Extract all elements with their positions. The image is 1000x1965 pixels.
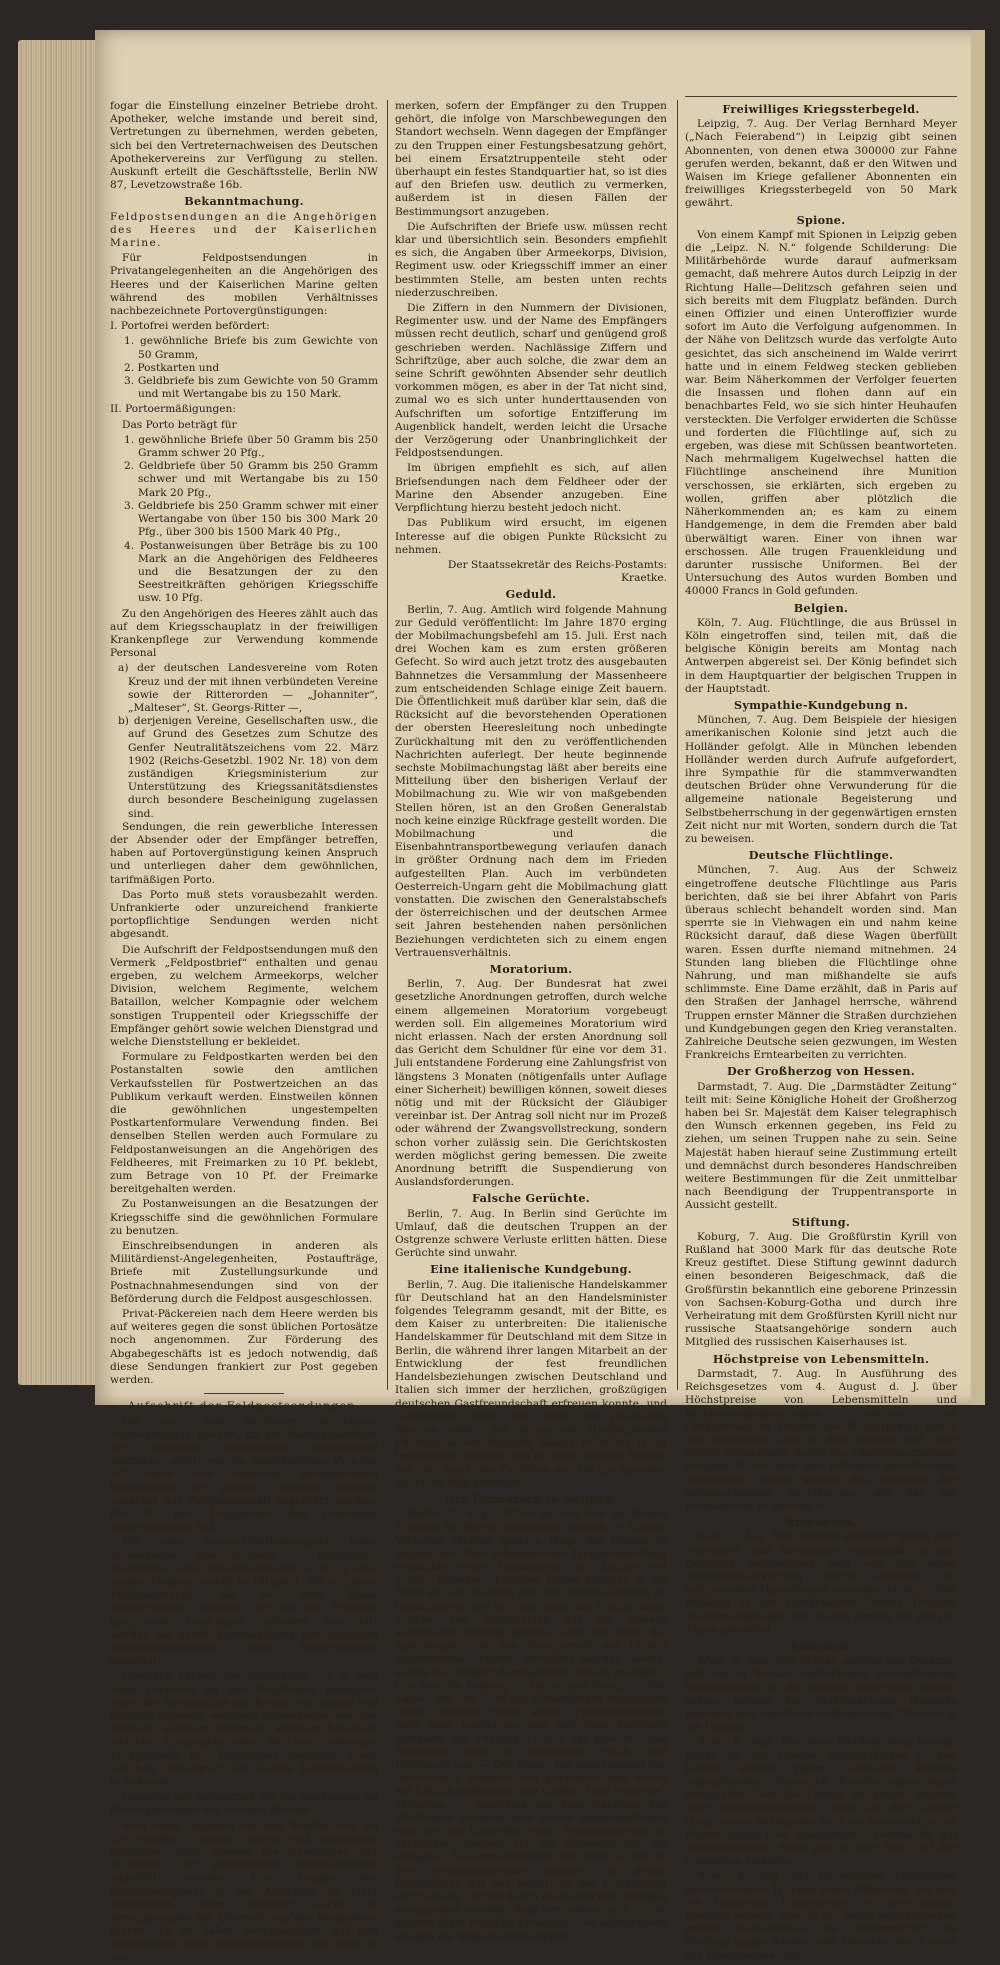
article-heading: Spione.: [796, 212, 846, 227]
article-text: Von einem Kampf mit Spionen in Leipzig geben die „Leipz. N. N.“ folgende Schilderung: Die Militärbehörde wurde darauf aufmerksam gemacht, daß mehrere Autos durch Leipzig in der Richtung Halle—Delitzsch gefahren seien und sich bereits mit dem Flugplatz befänden. Durch einen Offizier und einen Unteroffizier wurde sofort im Auto die Verfolgung aufgenommen. In der Nähe von Delitzsch wurde das verfolgte Auto gesichtet, das sich anscheinend im Walde verirrt hatte und in einem Feldweg stecken geblieben war. Beim Näherkommen der Verfolger feuerten die Insassen und flohen dann auf ein benachbartes Feld, wo sie sich hinter Heuhaufen versteckten. Die Verfolger erwiderten die Schüsse und forderten die Flüchtlinge auf, sich zu ergeben, was diese mit Schüssen beantworteten. Nach mehrmaligem Kugelwechsel hatten die Flüchtlinge anscheinend ihre Munition verschossen, sie erklärten, sich ergeben zu wollen, griffen aber plötzlich die Näherkommenden an; es kam zu einem Handgemenge, in dem die Fremden aber bald überwältigt waren. Einer von ihnen war erschossen. Alle trugen Frauenkleidung und darunter russische Uniformen. Bei der Untersuchung des Autos wurden Bomben und 40000 Francs in Gold gefunden.: [685, 228, 957, 598]
column-1: [110, 100, 378, 1964]
article-text: Berlin, 7. Aug. Die italienische Handelskammer für Deutschland hat an den Handelsminister folgendes Telegramm gesandt, mit der Bitte, es dem Kaiser zu unterbreiten: Die italienische Handelskammer für Deutschland mit dem Sitze in Berlin, die während ihrer langen Mitarbeit an der Entwicklung der fest freundlichen Handelsbeziehungen zwischen Deutschland und Italien sich immer der herzlichen, großzügigen deutschen Gastfreundschaft erfreuen konnte, und Gelegenheit hatte, die Größe des Deutschen Reiches unter der erlauchten friedliebenden Führung seiner Majestät Kaiser Wilhelms II. zu bewundern, schließt sich in dieser ernsten Stunde voll und ganz den Gefühlen an, die das gesamte deutsche Volk beseelen.: [395, 1278, 667, 1489]
article-subheading: Aufschrift der Feldpostsendungen.: [127, 1400, 361, 1413]
list-item: 4. Postanweisungen über Beträge bis zu 100 Mark an die Angehörigen des Feldheeres und die Besatzungen der zu den Seestreitkräften gehörigen Kriegsschiffe usw. 10 Pfg.: [124, 539, 378, 605]
article-text: Formulare zu Feldpostkarten werden bei den Postanstalten sowie den amtlichen Verkaufsstellen für Postwertzeichen an das Publikum verkauft werden. Einstweilen können die gewöhnlichen ungestempelten Postkartenformulare Verwendung finden. Bei denselben Stellen werden auch Formulare zu Feldpostanweisungen an die Angehörigen des Feldheeres, mit Freimarken zu 10 Pf. beklebt, zum Betrage von 10 Pf. der Freimarke bereitgehalten werden.: [110, 1051, 378, 1196]
article-heading: Geduld.: [505, 587, 557, 602]
list-heading: I. Portofrei werden befördert:: [110, 320, 270, 333]
list-item: 3. Geldbriefe bis zum Gewichte von 50 Gramm und mit Wertangabe bis zu 150 Mark.: [124, 375, 378, 401]
section-divider: [204, 1393, 284, 1394]
article-text: Einschreibsendungen in anderen als Militärdienst-Angelegenheiten, Postaufträge, Briefe mit Zustellungsurkunde und Postnachnahmesendungen sind von der Beförderung durch die Feldpost ausgeschlossen.: [110, 1240, 378, 1305]
article-text: Zu den Angehörigen des Heeres zählt auch das auf dem Kriegsschauplatz in der freiwilligen Krankenpflege zur Verwendung kommende Personal: [110, 607, 378, 660]
article-text: Berlin, 7. Aug. Der Bundesrat hat zwei gesetzliche Anordnungen getroffen, durch welche einem allgemeinen Moratorium vorgebeugt werden soll. Ein allgemeines Moratorium wird nicht erlassen. Nach der ersten Anordnung soll das Gericht dem Schuldner für eine vor dem 31. Juli entstandene Forderung eine Zahlungsfrist von längstens 3 Monaten (nötigenfalls unter Auflage einer Sicherheit) bewilligen können, soweit dieses nötig und mit der Rücksicht der Gläubiger vereinbar ist. Der Antrag soll nicht nur im Prozeß oder während der Zwangsvollstreckung, sondern schon vorher zulässig sein. Die Gerichtskosten werden möglichst gering bemessen. Die zweite Anordnung betrifft die Suspendierung von Auslandsforderungen.: [395, 978, 667, 1189]
article-text: Die Aufschrift der Feldpostsendungen muß den Vermerk „Feldpostbrief“ enthalten und genau ergeben, zu welchem Armeekorps, welcher Division, welchem Regimente, welchem Bataillon, welcher Kompagnie oder welchem sonstigen Truppenteil oder Kriegsschiffe der Empfänger gehört sowie welchen Dienstgrad und welche Dienststellung er bekleidet.: [110, 943, 378, 1049]
article-text: Sendungen, die rein gewerbliche Interessen der Absender oder der Empfänger betreffen, haben auf Portovergünstigung keinen Anspruch und unterliegen daher dem gewöhnlichen, tarifmäßigen Porto.: [110, 820, 378, 886]
article-text: Das Porto muß stets vorausbezahlt werden. Unfrankierte oder unzureichend frankierte portopflichtige Sendungen werden nicht abgesandt.: [110, 888, 378, 941]
column-divider: [387, 100, 388, 1390]
portoermaessigung-list: [110, 434, 378, 606]
article-text: Dasselbe gilt sinngemäß für die Sendungen an die Angehörigen der mobilen Marine.: [110, 1791, 378, 1817]
list-item: 3. Geldbriefe bis 250 Gramm schwer mit einer Wertangabe von über 150 bis 300 Mark 20 Pfg., über 300 bis 1500 Mark 40 Pfg.,: [124, 499, 378, 539]
article-heading: Stiftung.: [791, 1214, 851, 1229]
article-heading: Bekanntmachung.: [184, 194, 304, 209]
article-text: Die nach dem Feldheere gerichteten Postsendungen können, da die Marschquartiere der einzelnen Truppenteile fortwährend wechseln, nicht, wie im gewöhnlichen Verkehr, auf einen vom Absender anzugebenden bestimmten Ort geleitet, sondern müssen zunächst der Feldpostanstalt zugeführt werden, die für den Truppenteil des Postdienst wahrzunehmen hat.: [110, 1415, 378, 1534]
article-text: Mit jedes Armee-Oberkommando, jedes Armeekorps, jede Division — Infanterie-, Kavallerie- oder Reserve-Division — ist je eine mobile Feldpostanstalt in Tätigkeit. Bis zu dieser Feldpostanstalt, die bei dem Stabe mitmarschiert, werden die an die Truppen gerichteten Sendungen befördert; von dort werden sie durch Kommandierte der einzelnen Truppenabteilungen oder Detachements abgeholt.: [110, 1536, 378, 1668]
list-intro: Das Porto beträgt für: [122, 418, 237, 431]
article-text: Berlin, 7. Aug. In Berlin sind Gerüchte im Umlauf, daß die deutschen Truppen an der Ostgrenze schwere Verluste erlitten hätten. Diese Gerüchte sind unwahr.: [395, 1207, 667, 1260]
article-text: Wien, 7. Aug. Die Blätter melden aus Durazzo, daß die in Skutari befindlichen internationalen Detachements in die Heimat abberufen werden sollen. Infolge der Mobilmachung Hollands begaben sich sämtliche holländischen Offiziere in die Heimat.: [685, 1655, 957, 1734]
article-heading: Höchstpreise von Lebensmitteln.: [712, 1351, 930, 1366]
article-text: Hiernach können die Sendungen nur in dem Falle pünktlich an den Empfänger gelangen, wenn die Aufschriften der Briefe usw. richtig und deutlich ergeben: welchem Armeekorps, welcher Division, welchem Regiment, welchem Bataillon, welcher Kompagnie oder welchem sonstigen Truppenteile der Empfänger angehört sowie welchen Dienstgrad und welche Dienststellung er bekleidet.: [110, 1670, 378, 1788]
article-text: Berlin, 7. Aug. Amtlich wird folgende Mahnung zur Geduld veröffentlicht: Im Jahre 1870 erging der Mobilmachungsbefehl am 15. Juli. Erst nach drei Wochen kam es zum ersten größeren Gefecht. So wird auch jetzt trotz des ausgebauten Bahnnetzes die Versammlung der Massenheere zum entscheidenden Schlage einige Zeit bauern. Die Öffentlichkeit muß darüber klar sein, daß die Rücksicht auf die bevorstehenden Operationen der obersten Heeresleitung noch unbedingte Zurückhaltung mit den zu veröffentlichenden Nachrichten auferlegt. Der heute beginnende sechste Mobilmachungstag läßt aber bereits eine Mitteilung über den bisherigen Verlauf der Mobilmachung zu. Wie wir von maßgebenden Stellen hören, ist an den Großen Generalstab noch keine einzige Rückfrage gestellt worden. Die Mobilmachung und die Eisenbahntransportbewegung verlaufen danach in größter Ordnung nach dem im Frieden aufgestellten Plan. Auch im verbündeten Oesterreich-Ungarn geht die Mobilmachung glatt vonstatten. Die zwischen den Generalstabschefs der österreichischen und der deutschen Armee seit Jahren bestehenden nahen persönlichen Beziehungen verdichteten sich zu einem engen Vertrauensverhältnis.: [395, 603, 667, 959]
newspaper-page: [95, 30, 985, 1964]
article-subheading: Feldpostsendungen an die Angehörigen des Heeres und der Kaiserlichen Marine.: [110, 210, 378, 250]
list-item: 2. Postkarten und: [124, 361, 220, 374]
top-rule: [685, 96, 957, 97]
list-item: b) derjenigen Vereine, Gesellschaften usw., die auf Grund des Gesetzes zum Schutze des Genfer Neutralitätszeichens vom 22. März 1902 (Reichs-Gesetzbl. 1902 Nr. 18) von dem zuständigen Kriegsministerium zur Unterstützung des Kriegssanitätsdienstes durch besondere Bescheinigung zugelassen sind.: [118, 715, 378, 820]
article-text: merken, sofern der Empfänger zu den Truppen gehört, die infolge von Marschbewegungen den Standort wechseln. Wenn dagegen der Empfänger zu den Truppen einer Festungsbesatzung gehört, bei einem Ersatztruppenteile steht oder überhaupt ein festes Standquartier hat, so ist dies auf den Briefen usw. deutlich zu vermerken, außerdem ist in diesen Fällen der Bestimmungsort anzugeben.: [395, 100, 667, 218]
article-heading: Moratorium.: [489, 962, 573, 976]
article-text: Im übrigen empfiehlt es sich, auf allen Briefsendungen nach dem Feldheer oder der Marine den Absender anzugeben. Eine Verpflichtung hierzu besteht jedoch nicht.: [395, 462, 667, 515]
article-text: Darmstadt, 7. Aug. Die „Darmstädter Zeitung“ teilt mit: Seine Königliche Hoheit der Großherzog haben bei Sr. Majestät dem Kaiser telegraphisch den Wunsch erkennen gegeben, ins Feld zu ziehen, um seinen Truppen nahe zu sein. Seine Majestät haben hierauf seine Zustimmung erteilt und demnächst durch besonderes Handschreiben weitere Bestimmungen für die Zeit unmittelbar nach Beendigung der Truppentransporte in Aussicht gestellt.: [685, 1080, 957, 1212]
column-2: [395, 100, 667, 1943]
article-heading: Freiwilliges Kriegssterbegeld.: [722, 102, 920, 116]
article-heading: Falsche Gerüchte.: [471, 1191, 590, 1206]
article-text: Die Aufschriften der Briefe usw. müssen recht klar und übersichtlich sein. Besonders empfiehlt es sich, die Angaben über Armeekorps, Division, Regiment usw. oder Kriegsschiff immer an einer bestimmten Stelle, am besten unten rechts niederzuschreiben.: [395, 220, 667, 299]
article-heading: Albanien.: [789, 1638, 853, 1653]
article-text: Das Publikum wird ersucht, im eigenen Interesse auf die obigen Punkte Rücksicht zu nehmen.: [395, 517, 667, 556]
article-text: Für Feldpostsendungen in Privatangelegenheiten an die Angehörigen des Heeres und der Kaiserlichen Marine gelten während des mobilen Verhältnisses nachbezeichnete Portovergünstigungen:: [110, 252, 378, 318]
article-text: München, 7. Aug. Dem Beispiele der hiesigen amerikanischen Kolonie sind jetzt auch die Holländer gefolgt. Alle in München lebenden Holländer werden durch Aufrufe aufgefordert, ihre Sympathie für die stammverwandten deutschen Brüder ohne Verwunderung für die allgemeine nationale Begeisterung und Selbstbeherrschung in der gegenwärtigen ernsten Zeit nicht nur mit Worten, sondern durch die Tat zu beweisen.: [685, 714, 957, 845]
list-heading: II. Portoermäßigungen:: [110, 403, 236, 416]
list-item: 1. gewöhnliche Briefe bis zum Gewichte von 50 Gramm,: [124, 335, 378, 361]
signature: Der Staatssekretär des Reichs-Postamts: Kraetke.: [447, 558, 667, 585]
list-item: a) der deutschen Landesvereine vom Roten Kreuz und der mit ihnen verbündeten Vereine sowie der Ritterorden — „Johanniter“, „Malteser“, St. Georgs-Ritter —,: [118, 662, 378, 714]
article-text: Wien, 8. Aug. Bei Bruwölfliess bestürmten österreichische Truppen einen Höhenzug, wo sich ein russischer Grenzkordon in verschanzter Stellung befand; obwohl der Feind Verstärkungen erhielt, behaupteten die Oesterreicher die Stellung gegen wiederholte Versuche der Russen zur Wiedereroberung.: [685, 1870, 957, 1962]
article-text: Koburg, 7. Aug. Die Großfürstin Kyrill von Rußland hat 3000 Mark für das deutsche Rote Kreuz gestiftet. Diese Stiftung gewinnt dadurch einen besonderen Beigeschmack, daß die Großfürstin bekanntlich eine geborene Prinzessin von Sachsen-Koburg-Gotha und durch ihre Verheiratung mit dem Großfürsten Kyrill nicht nur russische Staatsangehörige sondern auch Mitglied des russischen Kaiserhauses ist.: [685, 1230, 957, 1349]
article-heading: Deutsche Flüchtlinge.: [748, 848, 894, 863]
article-text: fogar die Einstellung einzelner Betriebe droht. Apotheker, welche imstande und bereit sind, Vertretungen zu übernehmen, werden gebeten, sich bei den Vertreternachweisen des Deutschen Apothekervereins zur Verfügung zu stellen. Auskunft erteilt die Geschäftsstelle, Berlin NW 87, Levetzowstraße 16b.: [110, 100, 378, 192]
column-3: [685, 100, 957, 1962]
article-text: Zu Postanweisungen an die Besatzungen der Kriegsschiffe sind die gewöhnlichen Formulare zu benutzen.: [110, 1198, 378, 1237]
article-text: Die Ziffern in den Nummern der Divisionen, Regimenter usw. und der Name des Empfängers müssen recht deutlich, scharf und genügend groß geschrieben werden. Nachlässige Ziffern und Schriftzüge, aber auch solche, die zwar dem an seine Schrift gewöhnten Absender sehr deutlich vorkommen mögen, es aber in der Tat nicht sind, zumal wo es sich unter hunderttausenden von Aufschriften um sofortige Entzifferung im Augenblick handelt, werden leicht die Ursache der Verzögerung oder Unanbringlichkeit der Feldpostsendungen.: [395, 302, 667, 460]
article-text: Berlin, 7. Aug. Lüttich ist von den deutschen Truppen im Sturm genommen worden. — Unsere Vorhuten rückten gestern längs der Grenze in Belgien ein. Eine unbedeutende Truppenabteilung versuchte einen Handstreich auf Lüttich mit großer Kühnheit. Einzelne Reiter drangen in die Stadt ein und suchten sich des Kommandanten zu bemächtigen, der sich nur durch die Flucht retten konnte. Der Handstreich auf die modern ausgebaute Festung glückte nicht. Nachdem die Abteilungen, die den Handstreich auf Lüttich unternommen hatten, verstärkt worden waren, wurde der Angriff durchgeführt. Heute morgen 8 Uhr war die Festung in deutschem Besitz. — Der Kaiser, der den Chef des Generalstabs empfangen hatte, schickte einen seiner Flügeladjutanten nach dem Lustgarten und ließ dem Publikum mitteilen, die Festung Lüttich sei gefallen. Das Publikum brach in begeisterte Hoch- und Hurrarufe aus. — Der Kaiser hat dem General der Infanterie v. Emmich, der persönlich den Sturm auf Lüttich befehligte, den Orden „Pour le mérite“ verliehen. — Nachdem auf dem Gebäude des Wolffschen Bureaus eine Fahne emporgestiegen war, um das Eintreffen einer Siegesnachricht zu verkünden, begann auf der Zimmerstraße ein lebhafter Zusammenströmen der Menge, die zu den Zeitungsgebäuden drängte, an denen Extrablätter mit der Nachricht der Erstürmung der Festung Lüttich durch die deutschen Truppen ausgegeben wurden. Bald verbreitete sich in der ganzen Stadt freudige Erregung, und allenthalben stiegen die Siegesfahnen empor.: [395, 1508, 667, 1943]
article-text: Wien, 8. Aug. Wie eine Wolffmeldung besagt, haben an der Grenze Mittelgaliziens in den beiden letzten Tagen zahlreiche Kämpfe stattgefunden. Russische Kavallerieabteilungen versuchten über die Grenze zu gehen, wurden aber zurückgeschlagen. Auch an der Grenze Ostgaliziens behauptete sich ein österreichischer Posten gegen eine bedeutende Uebermacht, auf österreichischer Seite gab es zwei Tote, auf der russischen zwanzig.: [685, 1736, 957, 1868]
article-text: Darmstadt, 7. Aug. In Ausführung des Reichsgesetzes vom 4. August d. J. über Höchstpreise von Lebensmitteln und Verbrauchsgegenständen werden im Großherzogtum Hessen die Höchstpreise durch die Kreisämter und in den Städten mit über 20000 Einwohnern durch die Oberbürgermeister festgesetzt. Sie sind den örtlichen Verhältnissen anzupassen, wobei sowohl das Interesse der verbrauchenden Bevölkerung, wie das der Produzenten zu wahren ist.: [685, 1367, 957, 1512]
article-text: Wien, 7. Aug. Von hiesiger amtlicher Stelle wird versichert, daß Rumäniens Neutralität für den Dreibund wohlwollend sein und daß seine Neutralitätserklärung durch Rußland mit militärischen Operationen beantwortet wird. Daß Rußland an der rumänischen Grenze Truppen zusammengezogen hat, wurde bereits vor einigen Tagen gemeldet.: [685, 1531, 957, 1636]
article-heading: Belgien.: [793, 600, 849, 615]
article-text: Köln, 7. Aug. Flüchtlinge, die aus Brüssel in Köln eingetroffen sind, teilen mit, daß die belgische Königin bereits am Montag nach Antwerpen abgereist sei. Der König befindet sich in dem Hauptquartier der belgischen Truppen in der Hauptstadt.: [685, 616, 957, 695]
article-heading: Eine italienische Kundgebung.: [430, 1262, 632, 1277]
portofrei-list: [110, 335, 378, 401]
article-text: Leipzig, 7. Aug. Der Verlag Bernhard Meyer („Nach Feierabend“) in Leipzig gibt seinen Abonnenten, von denen etwa 300000 zur Fahne gerufen werden, bekannt, daß er den Witwen und Waisen im Kriege gefallener Abonnenten ein freiwilliges Kriegssterbegeld von 50 Mark gewährt.: [685, 118, 957, 210]
page-gutter: [971, 30, 985, 1405]
article-heading: Rumänien.: [785, 1515, 857, 1530]
article-heading: Der Großherzog von Hessen.: [727, 1064, 915, 1079]
column-divider: [677, 100, 678, 1390]
article-heading: Sympathie-Kundgebung n.: [733, 697, 909, 712]
list-item: 1. gewöhnliche Briefe über 50 Gramm bis 250 Gramm schwer 20 Pfg.,: [124, 433, 378, 460]
article-text: München, 7. Aug. Aus der Schweiz eingetroffene deutsche Flüchtlinge aus Paris berichten, daß sie bei ihrer Abfahrt von Paris überaus schlecht behandelt worden sind. Man sperrte sie in Viehwagen ein und nahm keine Rücksicht darauf, daß diese Wagen überfüllt waren. Essen durfte niemand mitnehmen. 24 Stunden lang blieben die Flüchtlinge ohne Nahrung, und man mißhandelte sie aufs schlimmste. Eine Dame erzählt, daß in Paris auf den Straßen der Janhagel herrsche, während Truppen ernster Männer die Straßen durchziehen und Kundgebungen gegen den Krieg veranstalten. Zahlreiche Deutsche seien gezwungen, im Westen Frankreichs Erntearbeiten zu verrichten.: [685, 864, 957, 1062]
article-text: Privat-Päckereien nach dem Heere werden bis auf weiteres gegen die sonst üblichen Portosätze noch angenommen. Zur Förderung des Abgabegeschäfts ist es jedoch notwendig, daß diese Sendungen frankiert zur Post gegeben werden.: [110, 1308, 378, 1387]
list-item: 2. Geldbriefe über 50 Gramm bis 250 Gramm schwer und mit Wertangabe bis zu 150 Mark 20 Pfg.,: [124, 460, 378, 499]
article-heading: Der Einmarsch in Belgien.: [444, 1491, 618, 1506]
article-text: Sind diese Angaben auf den Briefen usw. an die mobilen Truppen richtig und vollständig enthalten, dann können die Sendungen mit Sicherheit der zutreffenden Feldpostanstalt zugeführt werden. Eine Angabe des Bestimmungsorts in der Aufschrift ist nicht erforderlich, kann vielmehr leicht zu Verzögerungen bei Übermittlung der Sendungen führen. Es ist daher zweckmäßiger, auf den Briefen usw. einen Bestimmungsort gar nicht zu ver-: [110, 1819, 378, 1964]
